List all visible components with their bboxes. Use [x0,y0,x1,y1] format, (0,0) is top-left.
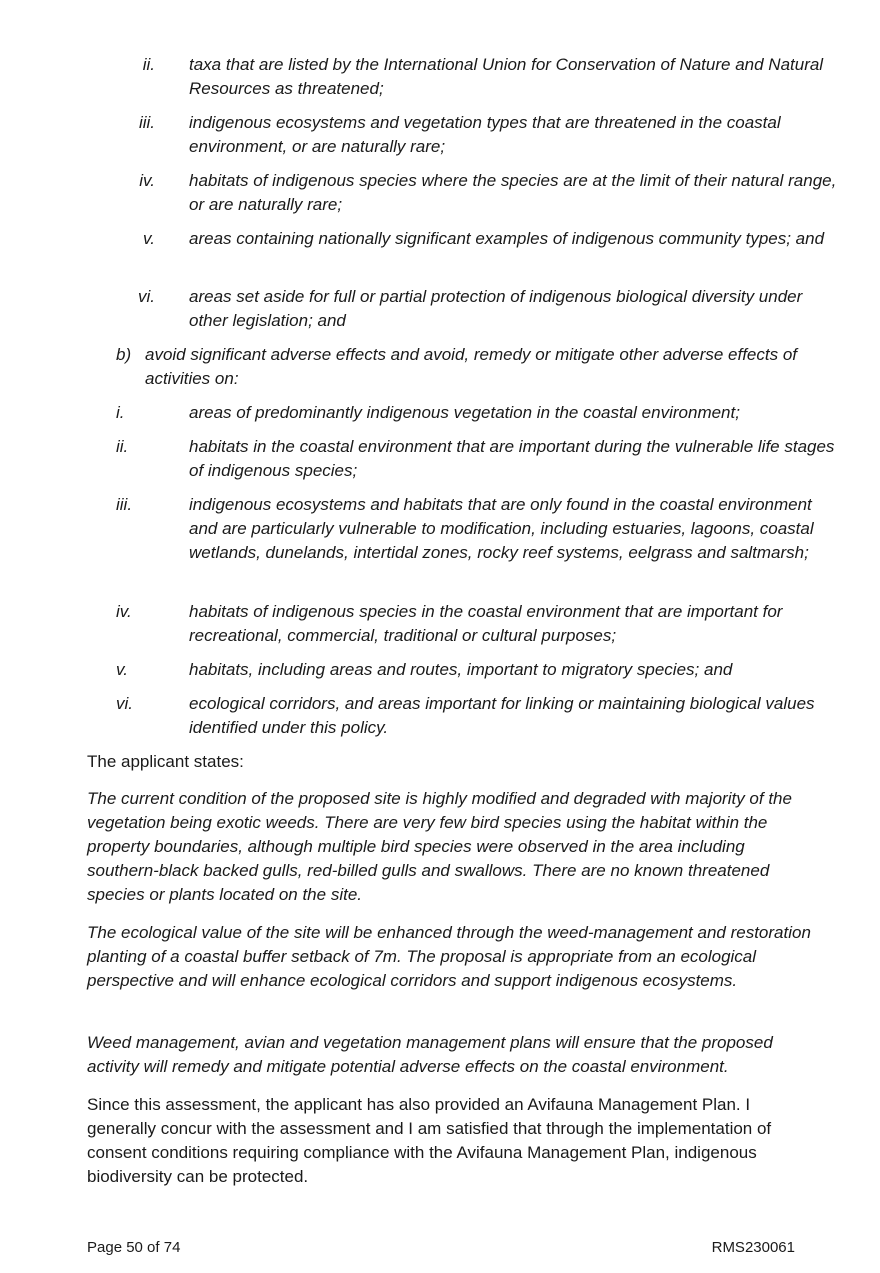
list-item-text: habitats in the coastal environment that are important during the vulnerable life stages of indigenous species; [189,437,835,480]
list-item-number: vi. [116,694,133,713]
list-item-text: indigenous ecosystems and habitats that are only found in the coastal environment and are particularly vulnerable to modification, including estuaries, lagoons, coastal wetlands, dunelands, intertidal zones, rocky reef systems, eelgrass and saltmarsh; [189,495,814,562]
list-item [0,600,880,648]
list-item-number: iii. [138,113,155,132]
list-item-text: avoid significant adverse effects and avoid, remedy or mitigate other adverse effects of activities on: [145,345,798,388]
list-item-number: iv. [116,602,132,621]
list-item-letter: b) [116,345,132,364]
list-item [0,658,880,682]
list-item-text: habitats of indigenous species in the coastal environment that are important for recreational, commercial, traditional or cultural purposes; [189,602,783,645]
list-item-number: ii. [116,437,129,456]
conclusion-paragraph: Since this assessment, the applicant has also provided an Avifauna Management Plan. I generally concur with the assessment and I am satisfied that through the implementation of consent conditions requiring compliance with the Avifauna Management Plan, indigenous biodiversity can be protected. [87,1095,772,1186]
list-item-number: vi. [138,287,155,306]
list-item-text: ecological corridors, and areas important for linking or maintaining biological values identified under this policy. [189,694,815,737]
quote-paragraph: The ecological value of the site will be enhanced through the weed-management and restoration planting of a coastal buffer setback of 7m. The proposal is appropriate from an ecological perspective and will enhance ecological corridors and support indigenous ecosystems. [87,923,811,990]
list-item [0,343,880,391]
list-item [0,493,880,589]
quote-paragraph: Weed management, avian and vegetation management plans will ensure that the proposed activity will remedy and mitigate potential adverse effects on the coastal environment. [87,1033,773,1076]
list-item-text: taxa that are listed by the International Union for Conservation of Nature and Natural Resources as threatened; [189,55,824,98]
list-item-text: areas set aside for full or partial protection of indigenous biological diversity under other legislation; and [189,287,803,330]
list-item [0,285,880,333]
list-item-number: iii. [116,495,133,514]
list-item-number: i. [116,403,125,422]
list-item-text: indigenous ecosystems and vegetation types that are threatened in the coastal environment, or are naturally rare; [189,113,781,156]
list-item [0,692,880,740]
list-item [0,401,880,425]
applicant-intro: The applicant states: [87,752,244,771]
list-item-number: iv. [139,171,155,190]
list-item [0,227,880,275]
list-item [0,169,880,217]
list-item-number: v. [116,660,128,679]
list-item-number: v. [143,229,155,248]
page-number: Page 50 of 74 [87,1239,181,1256]
list-item-text: habitats of indigenous species where the species are at the limit of their natural range, or are naturally rare; [189,171,837,214]
list-item [0,435,880,483]
list-item [0,53,880,101]
list-item-text: areas of predominantly indigenous vegetation in the coastal environment; [189,403,740,422]
document-reference: RMS230061 [711,1239,795,1256]
list-item [0,111,880,159]
list-item-text: areas containing nationally significant examples of indigenous community types; and [189,229,825,248]
list-item-text: habitats, including areas and routes, important to migratory species; and [189,660,733,679]
quote-paragraph: The current condition of the proposed site is highly modified and degraded with majority of the vegetation being exotic weeds. There are very few bird species using the habitat within the property boundaries, although multiple bird species were observed in the area including southern-black backed gulls, red-billed gulls and swallows. There are no known threatened species or plants located on the site. [87,789,792,904]
list-item-number: ii. [142,55,155,74]
